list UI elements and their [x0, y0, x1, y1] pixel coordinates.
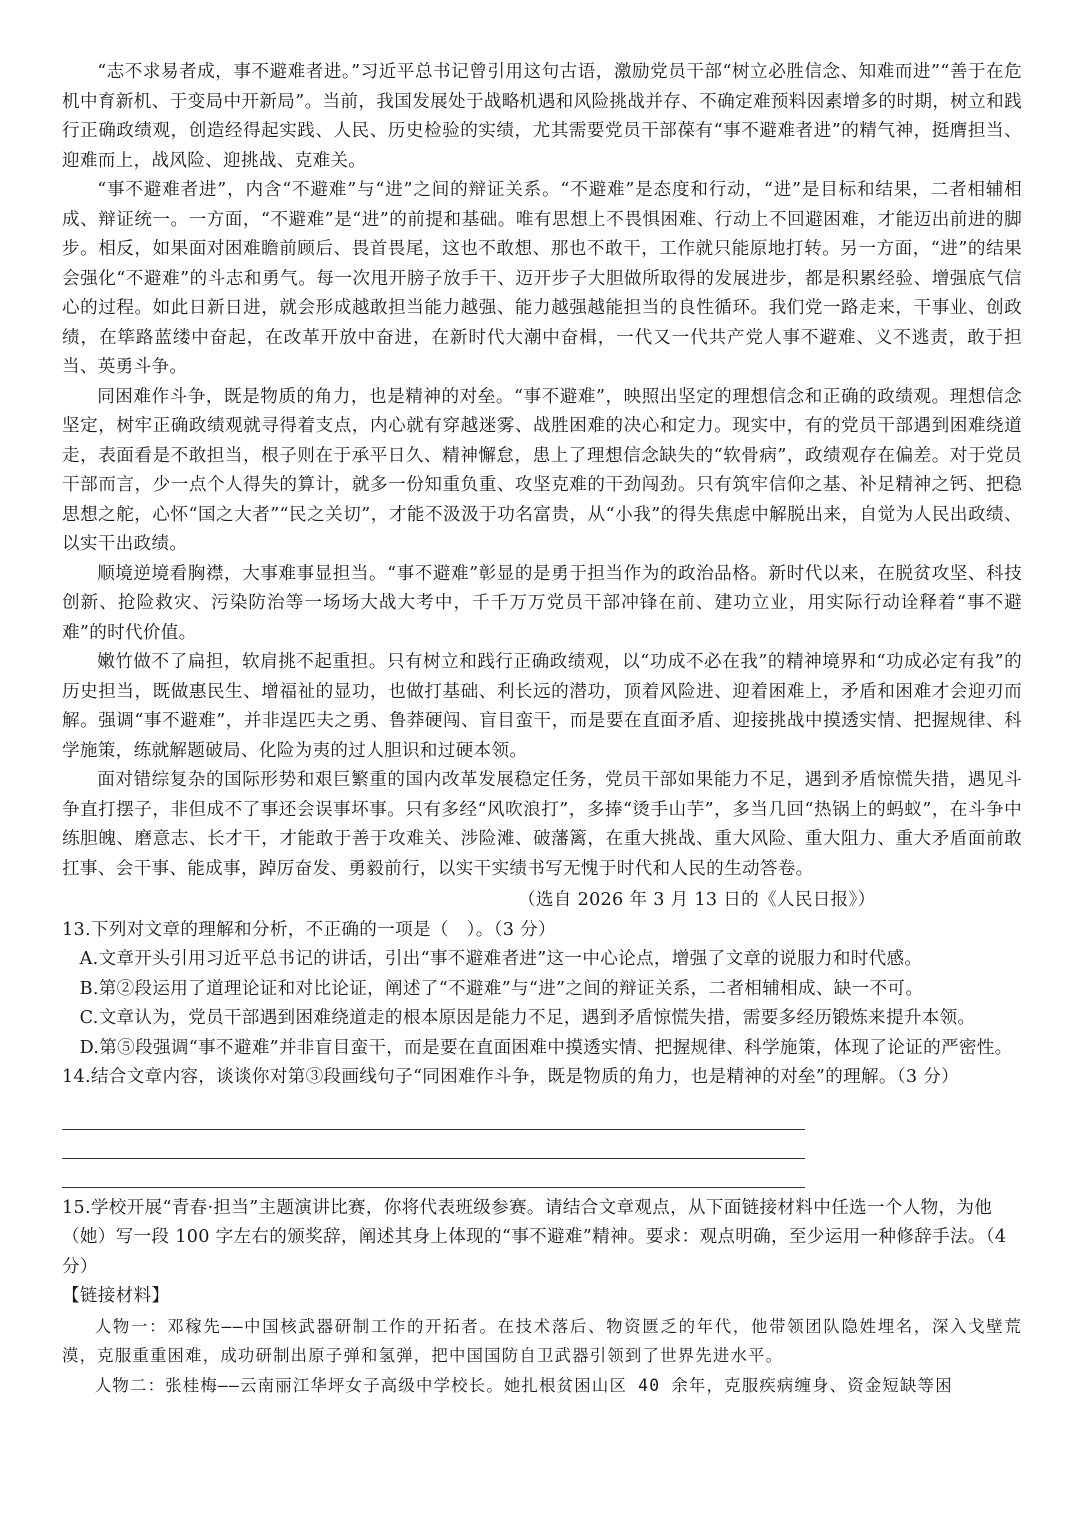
answer-line-1[interactable]: [62, 1101, 805, 1130]
link-material-1: 人物一：邓稼先——中国核武器研制工作的开拓者。在技术落后、物资匮乏的年代，他带领团队隐姓埋名，深入戈壁荒漠，克服重重困难，成功研制出原子弹和氢弹，把中国国防自卫武器引领到了世界先进水平。: [62, 1316, 1022, 1365]
question-13: [62, 916, 1022, 1064]
article-paragraph-2: “事不避难者进”，内含“不避难”与“进”之间的辩证关系。“不避难”是态度和行动，“进”是目标和结果，二者相辅相成、辩证统一。一方面，“不避难”是“进”的前提和基础。唯有思想上不畏惧困难、行动上不回避困难，才能迈出前进的脚步。相反，如果面对困难瞻前顾后、畏首畏尾，这也不敢想、那也不敢干，工作就只能原地打转。另一方面，“进”的结果会强化“不避难”的斗志和勇气。每一次甩开膀子放手干、迈开步子大胆做所取得的发展进步，都是积累经验、增强底气信心的过程。如此日新日进，就会形成越敢担当能力越强、能力越强越能担当的良性循环。我们党一路走来，干事业、创政绩，在筚路蓝缕中奋起，在改革开放中奋进，在新时代大潮中奋楫，一代又一代共产党人事不避难、义不逃责，敢于担当、英勇斗争。: [62, 180, 1022, 377]
link-materials-header: 【链接材料】: [62, 1286, 170, 1306]
question-14-stem: 14.结合文章内容，谈谈你对第③段画线句子“同困难作斗争，既是物质的角力，也是精神的对垒”的理解。（3 分）: [62, 1067, 960, 1087]
answer-area[interactable]: [62, 1101, 805, 1188]
question-13-option-d: D.第⑤段强调“事不避难”并非盲目蛮干，而是要在直面困难中摸透实情、把握规律、科学施策，体现了论证的严密性。: [79, 1037, 1013, 1058]
link-material-2: 人物二：张桂梅——云南丽江华坪女子高级中学校长。她扎根贫困山区 40 余年，克服疾病缠身、资金短缺等困: [94, 1375, 953, 1395]
question-13-option-c: C.文章认为，党员干部遇到困难绕道走的根本原因是能力不足，遇到矛盾惊慌失措，需要多经历锻炼来提升本领。: [79, 1008, 976, 1028]
article-paragraph-4: 顺境逆境看胸襟，大事难事显担当。“事不避难”彰显的是勇于担当作为的政治品格。新时代以来，在脱贫攻坚、科技创新、抢险救灾、污染防治等一场场大战大考中，千千万万党员干部冲锋在前、建功立业，用实际行动诠释着“事不避难”的时代价值。: [62, 563, 1022, 643]
answer-line-3[interactable]: [62, 1159, 805, 1188]
article-paragraph-5: 嫩竹做不了扁担，软肩挑不起重担。只有树立和践行正确政绩观，以“功成不必在我”的精神境界和“功成必定有我”的历史担当，既做惠民生、增福祉的显功，也做打基础、利长远的潜功，顶着风险进、迎着困难上，矛盾和困难才会迎刃而解。强调“事不避难”，并非逞匹夫之勇、鲁莽硬闯、盲目蛮干，而是要在直面矛盾、迎接挑战中摸透实情、把握规律、科学施策，练就解题破局、化险为夷的过人胆识和过硬本领。: [62, 652, 1022, 761]
question-13-option-b: B.第②段运用了道理论证和对比论证，阐述了“不避难”与“进”之间的辩证关系，二者相辅相成、缺一不可。: [79, 978, 924, 999]
article-source: （选自 2026 年 3 月 13 日的《人民日报》）: [518, 890, 876, 910]
article-paragraph-3: 同困难作斗争，既是物质的角力，也是精神的对垒。“事不避难”，映照出坚定的理想信念和正确的政绩观。理想信念坚定，树牢正确政绩观就寻得着支点，内心就有穿越迷雾、战胜困难的决心和定力。现实中，有的党员干部遇到困难绕道走，表面看是不敢担当，根子则在于承平日久、精神懈怠，患上了理想信念缺失的“软骨病”，政绩观存在偏差。对于党员干部而言，少一点个人得失的算计，就多一份知重负重、攻坚克难的干劲闯劲。只有筑牢信仰之基、补足精神之钙、把稳思想之舵，心怀“国之大者”“民之关切”，才能不汲汲于功名富贵，从“小我”的得失焦虑中解脱出来，自觉为人民出政绩、以实干出政绩。: [62, 386, 1022, 554]
question-14: [62, 1063, 1022, 1188]
question-15-stem: 15.学校开展“青春·担当”主题演讲比赛，你将代表班级参赛。请结合文章观点，从下面链接材料中任选一个人物，为他（她）写一段 100 字左右的颁奖辞，阐述其身上体现的“事不避难”精神。要求：观点明确，至少运用一种修辞手法。（4 分）: [62, 1197, 1007, 1277]
question-13-stem: 13.下列对文章的理解和分析，不正确的一项是（ ）。（3 分）: [62, 919, 556, 940]
article-paragraph-1: “志不求易者成，事不避难者进。”习近平总书记曾引用这句古语，激励党员干部“树立必胜信念、知难而进”“善于在危机中育新机、于变局中开新局”。当前，我国发展处于战略机遇和风险挑战并存、不确定难预料因素增多的时期，树立和践行正确政绩观，创造经得起实践、人民、历史检验的实绩，尤其需要党员干部葆有“事不避难者进”的精气神，挺膺担当、迎难而上，战风险、迎挑战、克难关。: [62, 62, 1022, 171]
exam-page: [62, 58, 1022, 1400]
answer-line-2[interactable]: [62, 1130, 805, 1159]
question-13-option-a: A.文章开头引用习近平总书记的讲话，引出“事不避难者进”这一中心论点，增强了文章的说服力和时代感。: [79, 949, 923, 969]
article: [62, 58, 1022, 916]
article-paragraph-6: 面对错综复杂的国际形势和艰巨繁重的国内改革发展稳定任务，党员干部如果能力不足，遇到矛盾惊慌失措，遇见斗争直打摆子，非但成不了事还会误事坏事。只有多经“风吹浪打”，多捧“烫手山芋”，多当几回“热锅上的蚂蚁”，在斗争中练胆魄、磨意志、长才干，才能敢于善于攻难关、涉险滩、破藩篱，在重大挑战、重大风险、重大阻力、重大矛盾面前敢扛事、会干事、能成事，踔厉奋发、勇毅前行，以实干实绩书写无愧于时代和人民的生动答卷。: [62, 770, 1022, 879]
question-15: [62, 1194, 1022, 1401]
